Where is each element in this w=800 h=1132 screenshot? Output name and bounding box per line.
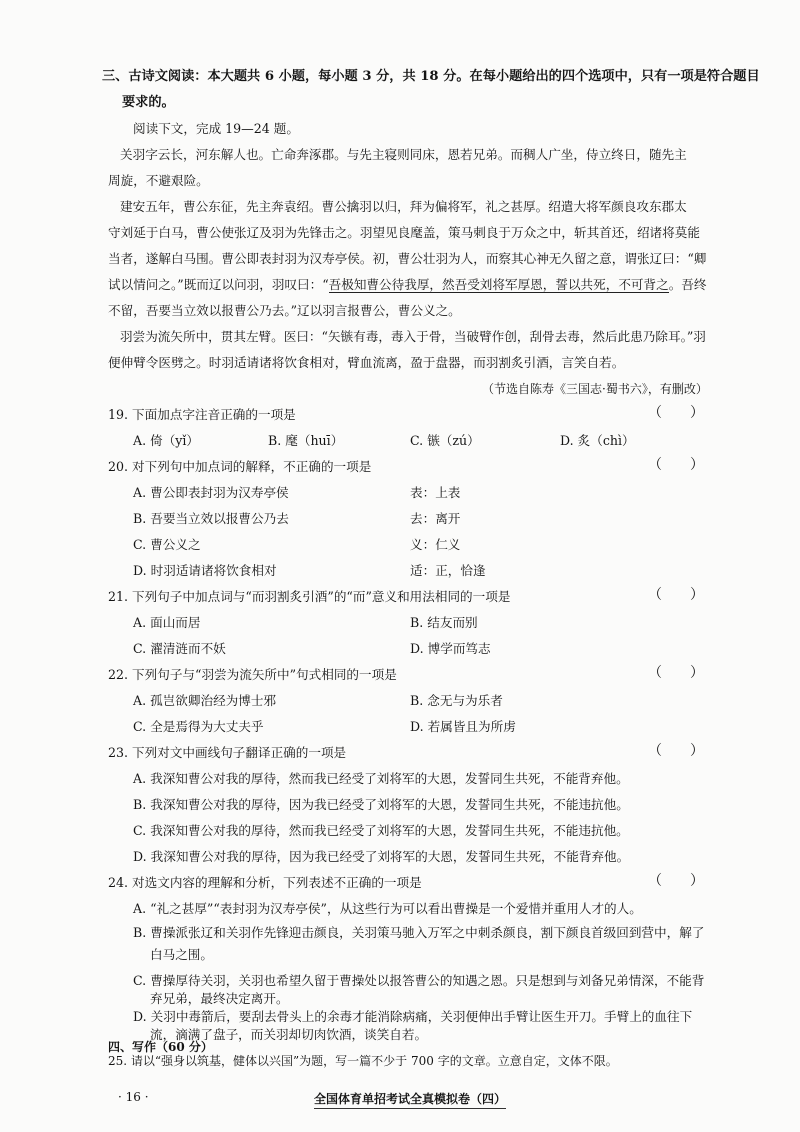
passage-line: 不留，吾要当立效以报曹公乃去。”辽以羽言报曹公，曹公义之。 bbox=[108, 303, 461, 318]
option-b-gloss: 去：离开 bbox=[410, 511, 461, 526]
passage-line: 周旋，不避艰险。 bbox=[108, 173, 209, 188]
option-d: D. 若属皆且为所虏 bbox=[410, 719, 516, 734]
option-a: A. 我深知曹公对我的厚待，然而我已经受了刘将军的大恩，发誓同生共死，不能背弃他。 bbox=[133, 771, 629, 786]
question-25: 25. 请以“强身以筑基，健体以兴国”为题，写一篇不少于 700 字的文章。立意自定，文体不限。 bbox=[108, 1054, 618, 1068]
answer-paren: （ ） bbox=[648, 587, 704, 603]
passage-line: 建安五年，曹公东征，先主奔袁绍。曹公擒羽以归，拜为偏将军，礼之甚厚。绍遣大将军颜良攻东郡太 bbox=[120, 199, 687, 214]
question-24-stem: 24. 对选文内容的理解和分析，下列表述不正确的一项是 bbox=[108, 875, 422, 890]
option-a: A. 面山而居 bbox=[133, 615, 201, 630]
answer-paren: （ ） bbox=[648, 457, 704, 473]
section3-heading: 三、古诗文阅读：本大题共 6 小题，每小题 3 分，共 18 分。在每小题给出的四个选项中，只有一项是符合题目 bbox=[102, 69, 760, 84]
option-b: B. 曹操派张辽和关羽作先锋迎击颜良，关羽策马驰入万军之中刺杀颜良，割下颜良首级回到营中，解了 bbox=[133, 925, 705, 940]
option-b: B. 我深知曹公对我的厚待，因为我已经受了刘将军的大恩，发誓同生共死，不能违抗他。 bbox=[133, 797, 629, 812]
option-c: C. 曹操厚待关羽，关羽也希望久留于曹操处以报答曹公的知遇之恩。只是想到与刘备兄弟情深，不能背 bbox=[133, 973, 705, 988]
option-c-cont: 弃兄弟，最终决定离开。 bbox=[150, 991, 289, 1006]
footer-title: 全国体育单招考试全真模拟卷（四） bbox=[314, 1090, 506, 1109]
answer-paren: （ ） bbox=[648, 743, 704, 759]
option-a: A. 孤岂欲卿治经为博士邪 bbox=[133, 693, 277, 708]
passage-line: 守刘延于白马，曹公使张辽及羽为先锋击之。羽望见良麾盖，策马刺良于万众之中，斩其首还，绍诸将莫能 bbox=[108, 225, 700, 240]
passage-text: 试以情问之。”既而辽以问羽，羽叹曰：“ bbox=[108, 277, 329, 292]
section3-heading-cont: 要求的。 bbox=[122, 95, 175, 110]
question-19-stem: 19. 下面加点字注音正确的一项是 bbox=[108, 407, 296, 422]
underlined-sentence: 吾极知曹公待我厚，然吾受刘将军厚恩，誓以共死，不可背之 bbox=[328, 277, 669, 292]
option-c: C. 我深知曹公对我的厚待，然而我已经受了刘将军的大恩，发誓同生共死，不能违抗他。 bbox=[133, 823, 629, 838]
question-21-stem: 21. 下列句子中加点词与“而羽割炙引酒”的“而”意义和用法相同的一项是 bbox=[108, 589, 511, 604]
option-d: D. 时羽适请诸将饮食相对 bbox=[133, 563, 277, 578]
option-a: A. 曹公即表封羽为汉寿亭侯 bbox=[133, 485, 289, 500]
option-b: B. 念无与为乐者 bbox=[410, 693, 503, 708]
question-20-stem: 20. 对下列句中加点词的解释，不正确的一项是 bbox=[108, 459, 372, 474]
question-22-stem: 22. 下列句子与“羽尝为流矢所中”句式相同的一项是 bbox=[108, 667, 397, 682]
question-23-stem: 23. 下列对文中画线句子翻译正确的一项是 bbox=[108, 745, 347, 760]
section4-heading: 四、写作（60 分） bbox=[108, 1040, 213, 1054]
option-b: B. 麾（huī） bbox=[268, 433, 344, 448]
option-c-gloss: 义：仁义 bbox=[410, 537, 461, 552]
passage-line bbox=[108, 276, 706, 294]
option-b-cont: 白马之围。 bbox=[150, 947, 213, 962]
option-b: B. 结友而别 bbox=[410, 615, 478, 630]
option-d-cont: 流，滴满了盘子，而关羽却切肉饮酒，谈笑自若。 bbox=[150, 1027, 428, 1042]
option-d: D. 博学而笃志 bbox=[410, 641, 491, 656]
passage-source: （节选自陈寿《三国志·蜀书六》，有删改） bbox=[482, 382, 708, 396]
answer-paren: （ ） bbox=[648, 873, 704, 889]
passage-line: 便伸臂令医劈之。时羽适请诸将饮食相对，臂血流离，盈于盘器，而羽割炙引酒，言笑自若。 bbox=[108, 355, 625, 370]
passage-line: 当者，遂解白马围。曹公即表封羽为汉寿亭侯。初，曹公壮羽为人，而察其心神无久留之意，谓张辽曰：“卿 bbox=[108, 251, 707, 266]
option-c: C. 全是焉得为大丈夫乎 bbox=[133, 719, 264, 734]
option-a: A. 倚（yǐ） bbox=[133, 433, 200, 448]
option-d: D. 炙（chì） bbox=[560, 433, 635, 448]
option-d-gloss: 适：正，恰逢 bbox=[410, 563, 486, 578]
reading-intro: 阅读下文，完成 19—24 题。 bbox=[133, 121, 299, 136]
option-c: C. 镞（zú） bbox=[410, 433, 480, 448]
answer-paren: （ ） bbox=[648, 405, 704, 421]
option-a-gloss: 表：上表 bbox=[410, 485, 461, 500]
option-c: C. 濯清涟而不妖 bbox=[133, 641, 226, 656]
passage-line: 羽尝为流矢所中，贯其左臂。医曰：“矢镞有毒，毒入于骨，当破臂作创，刮骨去毒，然后此患乃除耳。”羽 bbox=[120, 329, 706, 344]
passage-text: 。吾终 bbox=[668, 277, 707, 292]
option-d: D. 关羽中毒箭后，要刮去骨头上的余毒才能消除病痛，关羽便伸出手臂让医生开刀。手臂上的血往下 bbox=[133, 1009, 693, 1024]
passage-line: 关羽字云长，河东解人也。亡命奔涿郡。与先主寝则同床，恩若兄弟。而稠人广坐，侍立终日，随先主 bbox=[120, 147, 687, 162]
option-c: C. 曹公义之 bbox=[133, 537, 201, 552]
option-d: D. 我深知曹公对我的厚待，因为我已经受了刘将军的大恩，发誓同生共死，不能背弃他。 bbox=[133, 849, 630, 864]
answer-paren: （ ） bbox=[648, 665, 704, 681]
page-number: · 16 · bbox=[118, 1090, 149, 1104]
option-a: A. “礼之甚厚”“表封羽为汉寿亭侯”，从这些行为可以看出曹操是一个爱惜并重用人才的人。 bbox=[133, 901, 642, 916]
option-b: B. 吾要当立效以报曹公乃去 bbox=[133, 511, 289, 526]
